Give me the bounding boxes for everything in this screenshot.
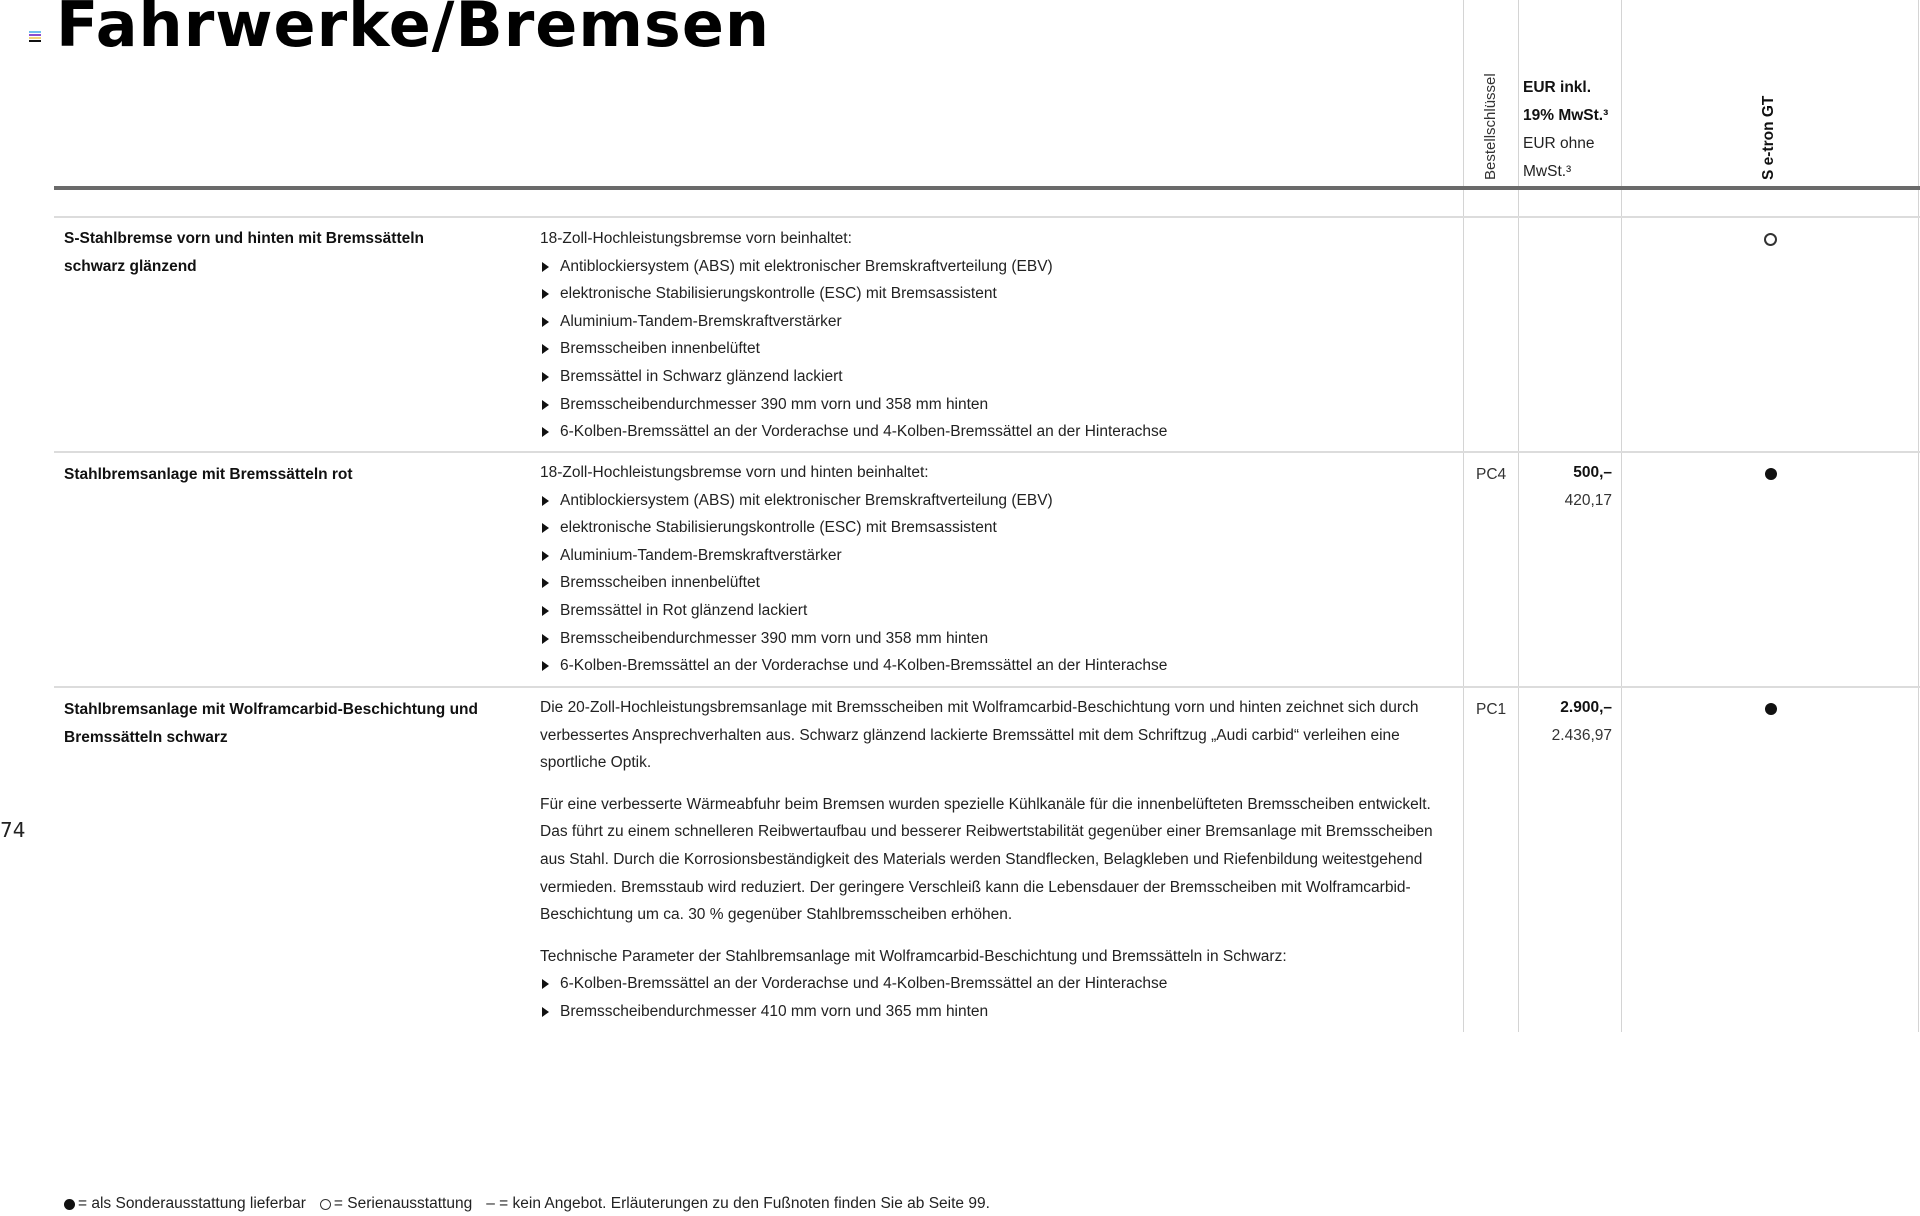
bullet-triangle-icon	[542, 344, 549, 354]
column-divider-price	[1518, 0, 1519, 1032]
bullet-triangle-icon	[542, 551, 549, 561]
bullet-triangle-icon	[542, 427, 549, 437]
legend	[64, 1195, 1004, 1213]
color-mark-purple	[29, 34, 41, 36]
legend-item-optional: = als Sonderausstattung lieferbar	[64, 1195, 306, 1213]
column-divider-order-key	[1463, 0, 1464, 1032]
row-title: Stahlbremsanlage mit Wolframcarbid-Beschichtung und Bremssätteln schwarz	[64, 701, 478, 746]
price-excl-vat: 2.436,97	[1551, 727, 1612, 744]
description-paragraph: Für eine verbesserte Wärmeabfuhr beim Bremsen wurden spezielle Kühlkanäle für die innenbelüfteten Bremsscheiben entwickelt. Das führt zu einem schnelleren Reibwertaufbau und besserer Reibwertstabilität gegenüber einer Bremsanlage mit Bremsscheiben aus Stahl. Durch die Korrosionsbeständigkeit des Materials werden Standflecken, Belagkleben und Riefenbildung weitestgehend vermieden. Bremsstaub wird reduziert. Der geringere Verschleiß kann die Lebensdauer der Bremsscheiben mit Wolframcarbid-Beschichtung um ca. 30 % gegenüber Stahlbremsscheiben erhöhen.	[540, 795, 1433, 924]
row-divider	[54, 686, 1920, 688]
color-mark-yellow	[29, 37, 41, 39]
column-divider-model	[1621, 0, 1622, 1032]
row-title: Stahlbremsanlage mit Bremssätteln rot	[64, 466, 353, 483]
bullet-triangle-icon	[542, 661, 549, 671]
list-item: Bremsscheiben innenbelüftet	[540, 569, 1460, 597]
header-price-excl-line1: EUR ohne	[1523, 135, 1595, 152]
list-item: elektronische Stabilisierungskontrolle (ESC) mit Bremsassistent	[540, 280, 1460, 308]
list-item: Bremsscheibendurchmesser 390 mm vorn und 358 mm hinten	[540, 391, 1460, 419]
bullet-triangle-icon	[542, 317, 549, 327]
feature-list	[540, 253, 1460, 446]
bullet-triangle-icon	[542, 400, 549, 410]
bullet-triangle-icon	[542, 578, 549, 588]
feature-list	[540, 487, 1460, 680]
color-mark-black	[29, 40, 41, 42]
list-item: 6-Kolben-Bremssättel an der Vorderachse und 4-Kolben-Bremssättel an der Hinterachse	[540, 652, 1460, 680]
list-item: Bremssättel in Rot glänzend lackiert	[540, 597, 1460, 625]
price-incl-vat: 2.900,–	[1560, 699, 1612, 716]
header-price-incl-line1: EUR inkl.	[1523, 79, 1592, 96]
list-item: Bremsscheibendurchmesser 390 mm vorn und 358 mm hinten	[540, 625, 1460, 653]
bullet-triangle-icon	[542, 523, 549, 533]
bullet-triangle-icon	[542, 372, 549, 382]
row-intro: Technische Parameter der Stahlbremsanlage mit Wolframcarbid-Beschichtung und Bremssätteln in Schwarz:	[540, 947, 1287, 965]
list-item: Bremsscheiben innenbelüftet	[540, 335, 1460, 363]
list-item: Aluminium-Tandem-Bremskraftverstärker	[540, 308, 1460, 336]
filled-circle-icon	[1765, 703, 1777, 715]
row-divider	[54, 451, 1920, 453]
color-mark-cyan	[29, 31, 41, 33]
bullet-triangle-icon	[542, 496, 549, 506]
bullet-triangle-icon	[542, 634, 549, 644]
price-cell	[1476, 459, 1612, 515]
list-item: 6-Kolben-Bremssättel an der Vorderachse und 4-Kolben-Bremssättel an der Hinterachse	[540, 970, 1450, 998]
price-excl-vat: 420,17	[1564, 492, 1612, 509]
header-rule	[54, 186, 1920, 190]
bullet-triangle-icon	[542, 289, 549, 299]
feature-list	[540, 970, 1450, 1025]
open-circle-icon	[1764, 233, 1777, 246]
list-item: Antiblockiersystem (ABS) mit elektronischer Bremskraftverteilung (EBV)	[540, 253, 1460, 281]
print-color-marks	[29, 31, 41, 42]
open-circle-icon	[320, 1199, 331, 1210]
page-number: 74	[0, 818, 26, 842]
order-code: PC1	[1476, 701, 1507, 718]
list-item: elektronische Stabilisierungskontrolle (ESC) mit Bremsassistent	[540, 514, 1460, 542]
row-description	[540, 225, 1460, 446]
bullet-triangle-icon	[542, 979, 549, 989]
list-item: Aluminium-Tandem-Bremskraftverstärker	[540, 542, 1460, 570]
page-title: Fahrwerke/Bremsen	[56, 0, 771, 61]
list-item: 6-Kolben-Bremssättel an der Vorderachse und 4-Kolben-Bremssättel an der Hinterachse	[540, 418, 1460, 446]
row-intro: 18-Zoll-Hochleistungsbremse vorn und hinten beinhaltet:	[540, 464, 929, 481]
bullet-triangle-icon	[542, 262, 549, 272]
header-order-key: Bestellschlüssel	[1482, 73, 1499, 180]
bullet-triangle-icon	[542, 606, 549, 616]
legend-item-none: – = kein Angebot. Erläuterungen zu den Fußnoten finden Sie ab Seite 99.	[486, 1195, 990, 1212]
list-item: Bremsscheibendurchmesser 410 mm vorn und 365 mm hinten	[540, 998, 1450, 1026]
filled-circle-icon	[64, 1199, 75, 1210]
row-description	[540, 459, 1460, 680]
column-divider-right	[1918, 0, 1919, 1032]
row-divider	[54, 216, 1920, 218]
price-cell	[1476, 694, 1612, 750]
description-paragraph: Die 20-Zoll-Hochleistungsbremsanlage mit Bremsscheiben mit Wolframcarbid-Beschichtung vorn und hinten zeichnet sich durch verbessertes Ansprechverhalten aus. Schwarz glänzend lackierte Bremssättel mit dem Schriftzug „Audi carbid“ verleihen eine sportliche Optik.	[540, 699, 1419, 772]
header-model: S e-tron GT	[1760, 95, 1777, 180]
bullet-triangle-icon	[542, 1007, 549, 1017]
list-item: Bremssättel in Schwarz glänzend lackiert	[540, 363, 1460, 391]
row-intro: 18-Zoll-Hochleistungsbremse vorn beinhaltet:	[540, 230, 852, 247]
header-price-incl-line2: 19% MwSt.³	[1523, 107, 1609, 124]
row-title: S-Stahlbremse vorn und hinten mit Bremssätteln schwarz glänzend	[64, 230, 425, 275]
legend-item-standard: = Serienausstattung	[320, 1195, 472, 1213]
header-price	[1523, 74, 1608, 186]
order-code: PC4	[1476, 466, 1507, 483]
price-incl-vat: 500,–	[1573, 464, 1612, 481]
header-price-excl-line2: MwSt.³	[1523, 163, 1572, 180]
row-description	[540, 694, 1450, 1026]
list-item: Antiblockiersystem (ABS) mit elektronischer Bremskraftverteilung (EBV)	[540, 487, 1460, 515]
filled-circle-icon	[1765, 468, 1777, 480]
